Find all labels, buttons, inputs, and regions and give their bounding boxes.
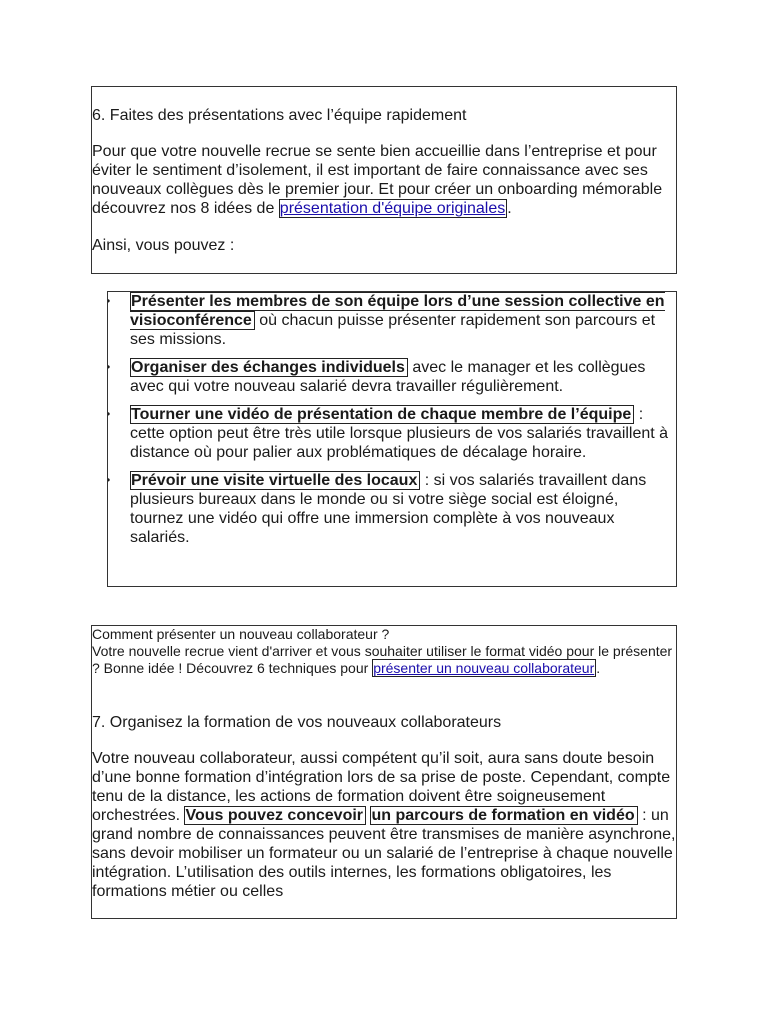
bullet-list (108, 292, 676, 547)
present-collaborator-link[interactable]: présenter un nouveau collaborateur (373, 660, 595, 676)
callout-body: Votre nouvelle recrue vient d'arriver et vous souhaiter utiliser le format vidéo pour le présenter ? Bonne idée ! Découvrez 6 techniques pour (92, 643, 673, 676)
section-7-text-b: : un grand nombre de connaissances peuvent être transmises de manière asynchrone, sans devoir mobiliser un formateur ou un salarié de l’entreprise à chaque nouvelle intégration. L’utilisation des outils internes, les formations obligatoires, les formations métier ou celles (92, 807, 676, 900)
section-6-intro-text: Pour que votre nouvelle recrue se sente bien accueillie dans l’entreprise et pour éviter le sentiment d’isolement, il est important de faire connaissance avec ses nouveaux collègues dès le premier jour. Et pour créer un onboarding mémorable découvrez nos 8 idées de (92, 143, 663, 217)
section-6-box (91, 86, 677, 274)
callout-text (92, 643, 676, 677)
team-presentation-link[interactable]: présentation d'équipe originales (279, 200, 506, 217)
list-item (108, 358, 676, 396)
section-7-heading: 7. Organisez la formation de vos nouveaux collaborateurs (92, 714, 502, 731)
list-item (108, 405, 676, 462)
bullet-4-bold: Prévoir une visite virtuelle des locaux (130, 471, 420, 490)
bullet-2-bold: Organiser des échanges individuels (130, 358, 408, 377)
list-item (108, 471, 676, 547)
list-item (108, 292, 676, 349)
callout-end: . (596, 660, 601, 676)
bullet-3-text: : cette option peut être très utile lorsque plusieurs de vos salariés travaillent à distance où pour palier aux problématiques de décalage horaire. (130, 406, 669, 461)
bullet-2-text: avec le manager et les collègues avec qui votre nouveau salarié devra travailler régulièrement. (130, 359, 646, 395)
section-7-text-a: Votre nouveau collaborateur, aussi compétent qu’il soit, aura sans doute besoin d’une bonne formation d’intégration lors de sa prise de poste. Cependant, compte tenu de la distance, les actions de formation doivent être soigneusement orchestrées. (92, 750, 671, 824)
bullet-3-bold: Tourner une vidéo de présentation de chaque membre de l’équipe (130, 405, 634, 424)
section-7-body (92, 749, 676, 901)
bullet-4-text: : si vos salariés travaillent dans plusieurs bureaux dans le monde ou si votre siège social est éloigné, tournez une vidéo qui offre une immersion complète à vos nouveaux salariés. (130, 472, 647, 546)
callout-title: Comment présenter un nouveau collaborateur ? (92, 626, 390, 642)
section-7-box (91, 625, 677, 919)
section-6-lead: Ainsi, vous pouvez : (92, 237, 235, 254)
section-6-intro (92, 142, 676, 218)
section-6-heading: 6. Faites des présentations avec l’équipe rapidement (92, 107, 467, 124)
bullets-box (107, 291, 677, 587)
bullet-1-text: où chacun puisse présenter rapidement son parcours et ses missions. (130, 312, 656, 348)
section-7-bold-b: un parcours de formation en vidéo (370, 806, 637, 825)
bullet-1-bold: Présenter les membres de son équipe lors d’une session collective en visioconférence (130, 293, 665, 329)
section-7-bold-a: Vous pouvez concevoir (184, 806, 366, 825)
section-6-intro-end: . (507, 200, 512, 217)
